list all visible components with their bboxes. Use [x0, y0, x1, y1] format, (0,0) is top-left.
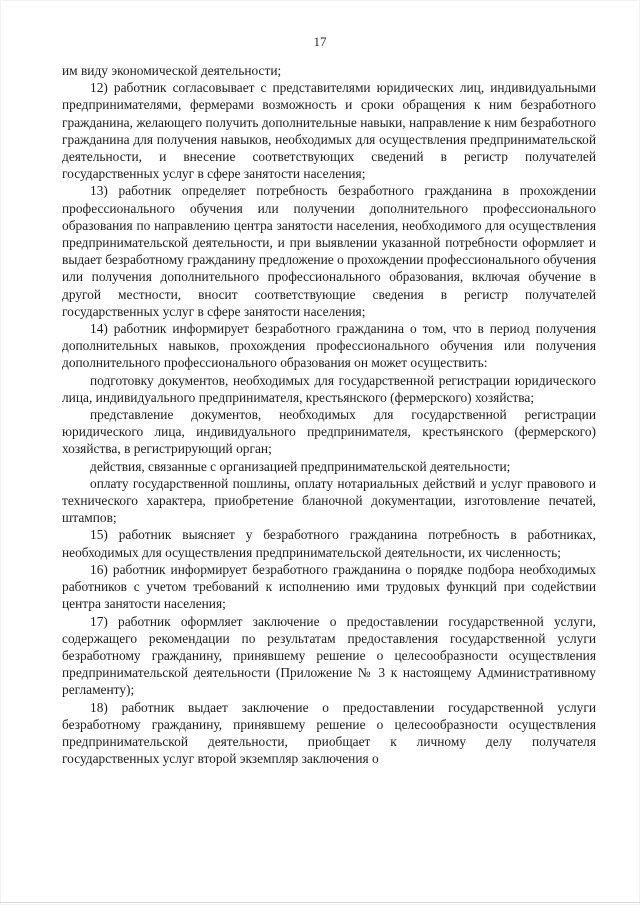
paragraph-item-16: 16) работник информирует безработного гражданина о порядке подбора необходимых работников с учетом требований к исполнению ими трудовых функций при содействии центра занятости населения;	[62, 561, 596, 612]
paragraph-sub-submission: представление документов, необходимых для государственной регистрации юридического лица, индивидуального предпринимателя, крестьянского (фермерского) хозяйства, в регистрирующий орган;	[62, 407, 596, 457]
paragraph-item-14: 14) работник информирует безработного гражданина о том, что в период получения дополнительных навыков, прохождения профессионального обучения или получения дополнительного профессионального образования он может осуществить:	[62, 321, 596, 371]
page-bottom-edge	[0, 902, 640, 903]
paragraph-sub-preparation: подготовку документов, необходимых для государственной регистрации юридического лица, индивидуального предпринимателя, крестьянского (фермерского) хозяйства;	[62, 372, 596, 405]
paragraph-item-15: 15) работник выясняет у безработного гражданина потребность в работниках, необходимых для осуществления предпринимательской деятельности, их численность;	[62, 527, 596, 560]
paragraph-sub-actions: действия, связанные с организацией предпринимательской деятельности;	[90, 458, 511, 474]
paragraph-continuation: им виду экономической деятельности;	[62, 63, 282, 78]
document-body	[62, 62, 596, 767]
paragraph-item-13: 13) работник определяет потребность безработного гражданина в прохождении профессионального обучения или получении дополнительного профессионального образования по направлению центра занятости населения, необходимого для осуществления предпринимательской деятельности, и при выявлении указанной потребности оформляет и выдает безработному гражданину предложение о прохождении профессионального обучения или получения дополнительного профессионального образования, включая обучение в другой местности, вносит соответствующие сведения в регистр получателей государственных услуг в сфере занятости населения;	[62, 183, 596, 319]
paragraph-item-18: 18) работник выдает заключение о предоставлении государственной услуги безработному гражданину, принявшему решение о целесообразности осуществления предпринимательской деятельности, приобщает к личному делу получателя государственных услуг второй экземпляр заключения о	[62, 699, 596, 767]
page-number: 17	[313, 34, 327, 49]
paragraph-item-12: 12) работник согласовывает с представителями юридических лиц, индивидуальными предпринимателями, фермерами возможность и сроки обращения к ним безработного гражданина, желающего получить дополнительные навыки, направление к ним безработного гражданина для получения навыков, необходимых для осуществления предпринимательской деятельности, и внесение соответствующих сведений в регистр получателей государственных услуг в сфере занятости населения;	[62, 80, 596, 182]
paragraph-item-17: 17) работник оформляет заключение о предоставлении государственной услуги, содержащего рекомендации по результатам предоставления государственной услуги безработному гражданину, принявшему решение о целесообразности осуществления предпринимательской деятельности (Приложение № 3 к настоящему Административному регламенту);	[62, 613, 596, 698]
paragraph-sub-payment: оплату государственной пошлины, оплату нотариальных действий и услуг правового и технического характера, приобретение бланочной документации, изготовление печатей, штампов;	[62, 475, 596, 526]
